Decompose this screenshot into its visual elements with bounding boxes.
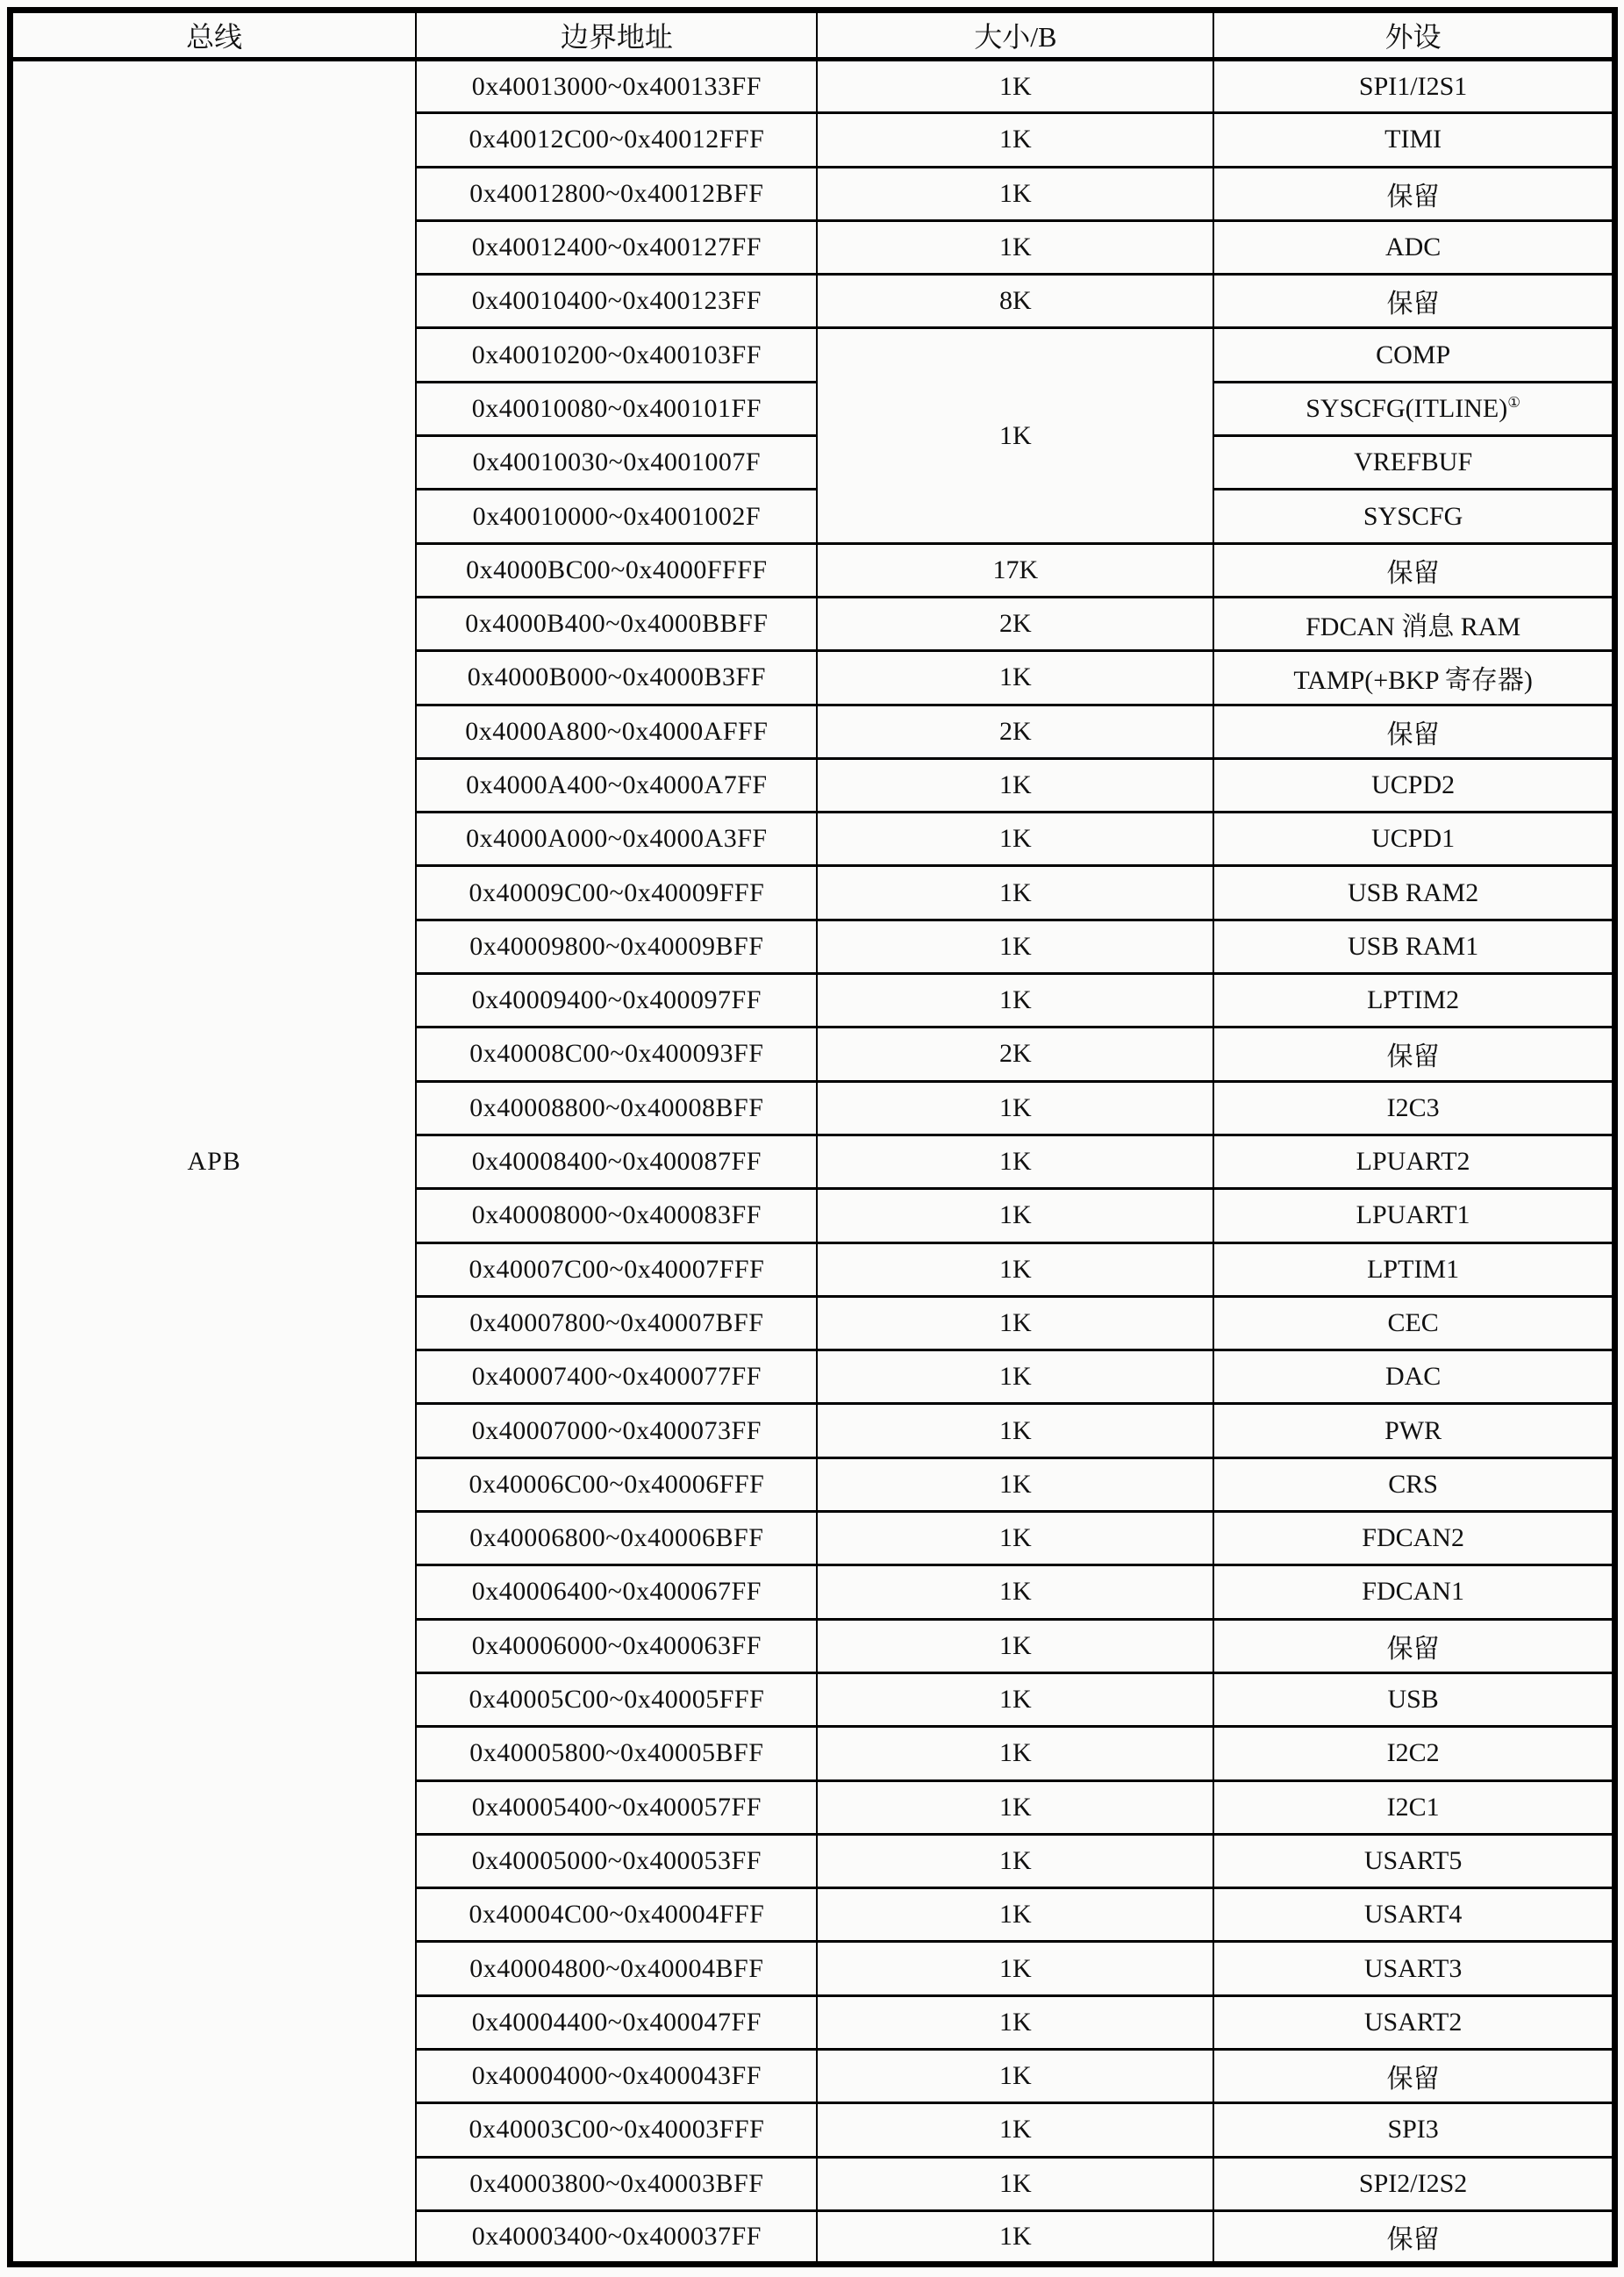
cell-address: 0x40006800~0x40006BFF [416,1512,817,1565]
cell-peripheral [1213,1780,1614,1834]
cell-size: 1K [817,113,1213,167]
cell-size: 1K [817,1457,1213,1511]
cell-peripheral [1213,1350,1614,1404]
cell-size: 1K [817,1780,1213,1834]
cell-peripheral [1213,1189,1614,1242]
peripheral-label: 保留 [1386,1042,1440,1072]
cell-size: 1K [817,1512,1213,1565]
cell-peripheral [1213,1995,1614,2049]
peripheral-label: VREFBUF [1354,448,1473,477]
peripheral-label: 保留 [1386,2065,1440,2094]
cell-size: 2K [817,1028,1213,1081]
cell-peripheral [1213,1404,1614,1457]
cell-size: 1K [817,813,1213,866]
table-body [11,60,1615,2265]
cell-size: 1K [817,2049,1213,2102]
cell-peripheral [1213,758,1614,812]
cell-address: 0x40009C00~0x40009FFF [416,866,817,920]
peripheral-label: 保留 [1386,182,1440,211]
cell-address: 0x40008800~0x40008BFF [416,1081,817,1135]
cell-size: 1K [817,974,1213,1028]
cell-address: 0x40008400~0x400087FF [416,1135,817,1188]
peripheral-label: USB [1387,1685,1439,1715]
peripheral-label: USART3 [1363,1953,1463,1983]
cell-address: 0x4000A800~0x4000AFFF [416,705,817,758]
cell-address: 0x4000BC00~0x4000FFFF [416,543,817,597]
memory-map-table [7,7,1618,2267]
cell-peripheral [1213,1296,1614,1350]
cell-address: 0x40010030~0x4001007F [416,436,817,490]
cell-peripheral [1213,2103,1614,2157]
cell-peripheral [1213,651,1614,705]
peripheral-label: LPTIM1 [1367,1254,1460,1284]
cell-size: 17K [817,543,1213,597]
peripheral-label: ADC [1384,233,1442,262]
cell-address: 0x40010200~0x400103FF [416,328,817,382]
cell-size: 1K [817,1727,1213,1780]
cell-size: 1K [817,1995,1213,2049]
cell-peripheral [1213,2210,1614,2264]
table-header [11,11,1615,60]
peripheral-label: 保留 [1386,2225,1440,2255]
cell-size: 1K [817,1942,1213,1995]
peripheral-label: SPI1/I2S1 [1358,71,1468,101]
peripheral-label: USART4 [1363,1900,1463,1930]
cell-size: 1K [817,920,1213,973]
peripheral-label: LPUART1 [1356,1200,1470,1230]
cell-peripheral [1213,1512,1614,1565]
cell-peripheral [1213,1565,1614,1619]
peripheral-label: SYSCFG(ITLINE) [1306,393,1508,423]
cell-address: 0x40010000~0x4001002F [416,490,817,543]
cell-size: 2K [817,705,1213,758]
cell-address: 0x40007000~0x400073FF [416,1404,817,1457]
cell-peripheral [1213,1135,1614,1188]
cell-address: 0x40004000~0x400043FF [416,2049,817,2102]
peripheral-label: DAC [1384,1362,1442,1392]
cell-address: 0x40005400~0x400057FF [416,1780,817,1834]
cell-address: 0x40006C00~0x40006FFF [416,1457,817,1511]
peripheral-label: UCPD2 [1371,770,1456,799]
cell-size: 1K [817,866,1213,920]
cell-address: 0x40005000~0x400053FF [416,1834,817,1887]
table-row [11,60,1615,113]
cell-address: 0x40013000~0x400133FF [416,60,817,113]
cell-address: 0x40007400~0x400077FF [416,1350,817,1404]
peripheral-label: I2C1 [1386,1792,1440,1822]
cell-size: 1K [817,2103,1213,2157]
cell-size: 1K [817,60,1213,113]
cell-peripheral [1213,1834,1614,1887]
peripheral-label: I2C2 [1386,1738,1440,1768]
cell-size: 1K [817,1296,1213,1350]
cell-peripheral [1213,220,1614,274]
peripheral-label: TAMP(+BKP 寄存器) [1293,666,1533,696]
cell-address: 0x40007800~0x40007BFF [416,1296,817,1350]
cell-address: 0x4000B000~0x4000B3FF [416,651,817,705]
cell-bus: APB [11,60,417,2265]
cell-address: 0x40004C00~0x40004FFF [416,1888,817,1942]
cell-size: 1K [817,1242,1213,1296]
cell-address: 0x40012400~0x400127FF [416,220,817,274]
cell-size: 1K [817,1081,1213,1135]
cell-address: 0x40009800~0x40009BFF [416,920,817,973]
cell-size: 1K [817,758,1213,812]
cell-peripheral [1213,1028,1614,1081]
cell-peripheral [1213,1672,1614,1726]
peripheral-label: FDCAN2 [1362,1523,1464,1553]
cell-peripheral [1213,328,1614,382]
cell-peripheral [1213,60,1614,113]
cell-peripheral [1213,866,1614,920]
peripheral-label: 保留 [1386,720,1440,749]
cell-peripheral [1213,974,1614,1028]
cell-size: 2K [817,597,1213,650]
peripheral-label: LPTIM2 [1367,985,1460,1015]
cell-peripheral [1213,1888,1614,1942]
cell-size: 1K [817,1888,1213,1942]
cell-address: 0x40005800~0x40005BFF [416,1727,817,1780]
cell-address: 0x40003C00~0x40003FFF [416,2103,817,2157]
cell-address: 0x4000B400~0x4000BBFF [416,597,817,650]
column-header-size: 大小/B [817,11,1213,60]
cell-address: 0x40005C00~0x40005FFF [416,1672,817,1726]
cell-address: 0x40008000~0x400083FF [416,1189,817,1242]
column-header-peripheral: 外设 [1213,11,1614,60]
cell-peripheral [1213,2157,1614,2210]
peripheral-label: 保留 [1386,1634,1440,1664]
column-header-address: 边界地址 [416,11,817,60]
cell-address: 0x40006000~0x400063FF [416,1619,817,1672]
peripheral-label: USART5 [1363,1845,1463,1875]
cell-peripheral [1213,1457,1614,1511]
cell-size: 1K [817,1189,1213,1242]
cell-address: 0x40003800~0x40003BFF [416,2157,817,2210]
cell-size: 1K [817,1834,1213,1887]
cell-size: 1K [817,2157,1213,2210]
peripheral-label: 保留 [1386,290,1440,319]
cell-size: 1K [817,220,1213,274]
peripheral-label: SPI2/I2S2 [1358,2168,1468,2198]
cell-address: 0x4000A000~0x4000A3FF [416,813,817,866]
cell-peripheral [1213,1942,1614,1995]
cell-peripheral [1213,113,1614,167]
cell-peripheral [1213,2049,1614,2102]
cell-peripheral [1213,167,1614,220]
cell-size: 8K [817,275,1213,328]
peripheral-label: CRS [1388,1469,1438,1499]
peripheral-label: PWR [1384,1415,1442,1445]
cell-address: 0x40004800~0x40004BFF [416,1942,817,1995]
peripheral-label: FDCAN1 [1362,1577,1464,1607]
footnote-marker: ① [1507,393,1521,411]
cell-address: 0x40009400~0x400097FF [416,974,817,1028]
cell-address: 0x40012800~0x40012BFF [416,167,817,220]
cell-peripheral [1213,543,1614,597]
cell-size: 1K [817,1350,1213,1404]
cell-size: 1K [817,2210,1213,2264]
peripheral-label: COMP [1376,340,1451,369]
cell-address: 0x40004400~0x400047FF [416,1995,817,2049]
peripheral-label: SPI3 [1387,2115,1439,2145]
cell-size: 1K [817,1672,1213,1726]
cell-peripheral [1213,436,1614,490]
cell-size: 1K [817,1135,1213,1188]
cell-peripheral [1213,1081,1614,1135]
peripheral-label: USB RAM2 [1348,877,1479,907]
cell-size: 1K [817,167,1213,220]
peripheral-label: I2C3 [1386,1092,1440,1122]
cell-peripheral [1213,920,1614,973]
cell-address: 0x40008C00~0x400093FF [416,1028,817,1081]
cell-address: 0x40003400~0x400037FF [416,2210,817,2264]
peripheral-label: FDCAN 消息 RAM [1306,612,1521,642]
peripheral-label: LPUART2 [1356,1147,1470,1177]
cell-peripheral [1213,1619,1614,1672]
cell-peripheral [1213,382,1614,435]
peripheral-label: 保留 [1386,558,1440,588]
cell-address: 0x40010400~0x400123FF [416,275,817,328]
cell-size: 1K [817,1404,1213,1457]
peripheral-label: CEC [1387,1307,1439,1337]
peripheral-label: SYSCFG [1363,501,1463,531]
column-header-bus: 总线 [11,11,417,60]
cell-size: 1K [817,1565,1213,1619]
cell-address: 0x40006400~0x400067FF [416,1565,817,1619]
cell-peripheral [1213,597,1614,650]
peripheral-label: USART2 [1363,2007,1463,2037]
peripheral-label: UCPD1 [1371,824,1456,854]
cell-address: 0x4000A400~0x4000A7FF [416,758,817,812]
cell-peripheral [1213,275,1614,328]
cell-address: 0x40012C00~0x40012FFF [416,113,817,167]
header-row [11,11,1615,60]
cell-peripheral [1213,490,1614,543]
cell-peripheral [1213,1727,1614,1780]
peripheral-label: USB RAM1 [1348,931,1479,961]
cell-peripheral [1213,705,1614,758]
cell-peripheral [1213,813,1614,866]
peripheral-label: TIMI [1384,125,1442,154]
cell-size: 1K [817,1619,1213,1672]
cell-peripheral [1213,1242,1614,1296]
cell-address: 0x40007C00~0x40007FFF [416,1242,817,1296]
cell-address: 0x40010080~0x400101FF [416,382,817,435]
cell-size: 1K [817,328,1213,543]
cell-size: 1K [817,651,1213,705]
